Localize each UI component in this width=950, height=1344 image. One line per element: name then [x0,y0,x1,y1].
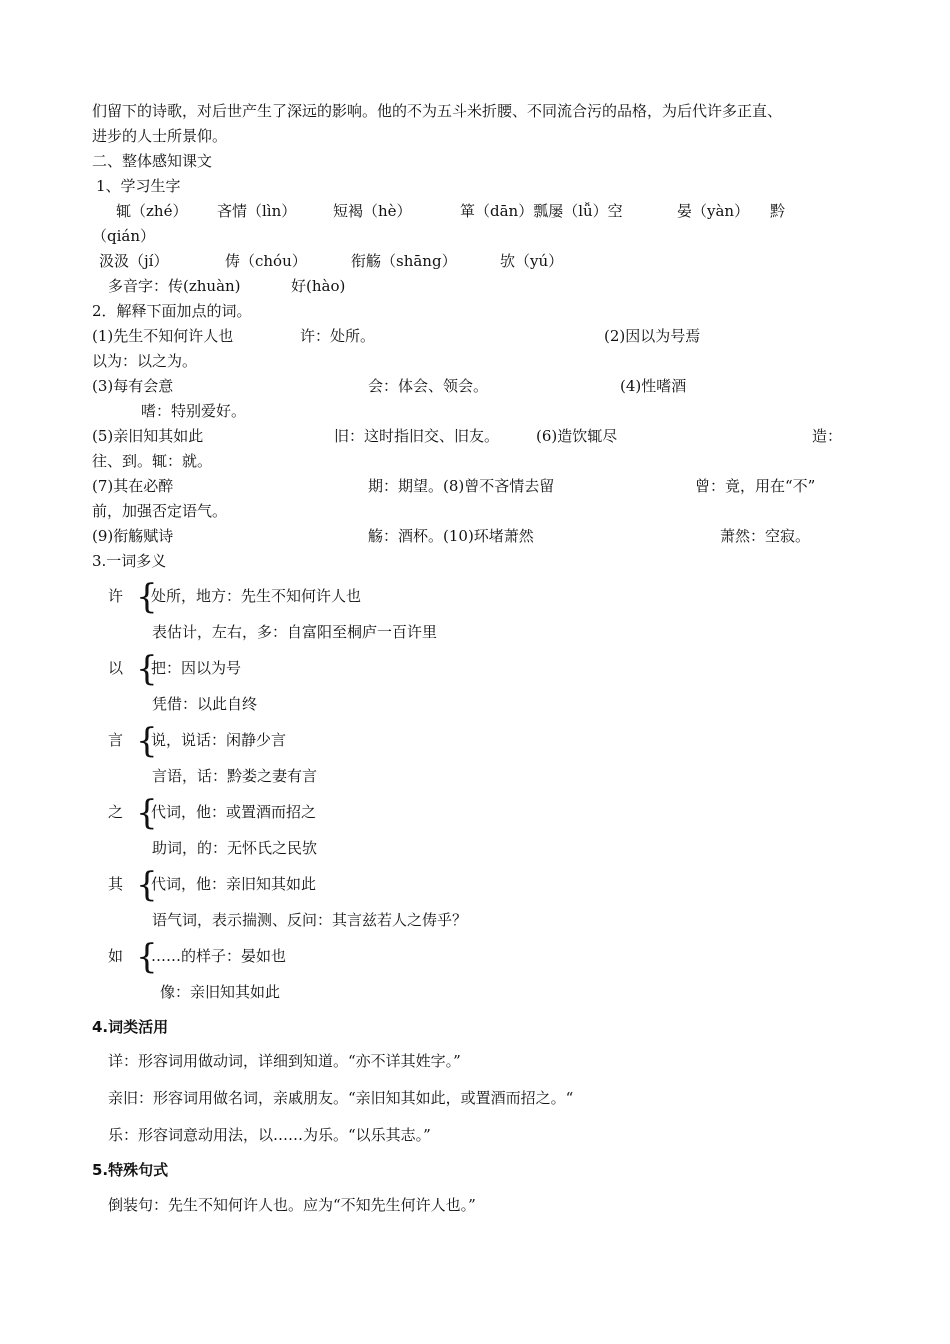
explain-cell: 会：体会、领会。 [368,377,489,395]
explain-cell: (6)造饮辄尽 [536,427,618,445]
polysemy-meaning: 言语，话：黔娄之妻有言 [152,767,318,785]
explain-cell: 萧然：空寂。 [720,527,811,545]
brace-icon: { [136,793,158,833]
polyphone-item: 多音字：传(zhuàn) [108,277,241,295]
explain-cell: 觞：酒杯。(10)环堵萧然 [368,527,534,545]
section-title: 二、整体感知课文 [92,152,213,170]
wordclass-line: 乐：形容词意动用法，以……为乐。“以乐其志。” [108,1126,431,1144]
brace-icon: { [136,721,158,761]
polysemy-item [108,793,708,860]
polysemy-meaning: ……的样子：晏如也 [151,947,287,965]
explain-title: 2．解释下面加点的词。 [92,302,252,320]
intro-line-1: 们留下的诗歌，对后世产生了深远的影响。他的不为五斗米折腰、不同流合污的品格，为后代许多正直、 [92,102,783,120]
char-item: 黔 [770,202,786,220]
char-item: 衔觞（shāng） [351,252,457,270]
explain-cell: 许：处所。 [300,327,376,345]
brace-icon: { [136,865,158,905]
polysemy-word: 如 [108,947,124,965]
polysemy-meaning: 说，说话：闲静少言 [151,731,287,749]
polyphone-item: 好(hào) [291,277,346,295]
brace-icon: { [136,577,158,617]
explain-cell: (7)其在必醉 [92,477,174,495]
explain-cell: 往、到。辄：就。 [92,452,213,470]
explain-cell: 嗜：特别爱好。 [141,402,247,420]
char-item: 箪（dān）瓢屡（lǚ）空 [460,202,623,220]
char-item: 晏（yàn） [677,202,750,220]
polysemy-item [108,937,708,1004]
wordclass-title: 4.词类活用 [92,1018,169,1036]
polysemy-meaning: 表估计，左右，多：自富阳至桐庐一百许里 [152,623,438,641]
explain-cell: (2)因以为号焉 [604,327,701,345]
explain-cell: 造： [812,427,843,445]
explain-cell: (1)先生不知何许人也 [92,327,234,345]
char-item: 吝情（lìn） [217,202,297,220]
explain-cell: 曾：竟，用在“不” [695,477,816,495]
explain-cell: (3)每有会意 [92,377,174,395]
explain-cell: (9)衔觞赋诗 [92,527,174,545]
char-item: （qián） [92,227,156,245]
polysemy-word: 之 [108,803,124,821]
brace-icon: { [136,649,158,689]
char-item: 汲汲（jí） [99,252,169,270]
polysemy-item [108,649,708,716]
char-item: 俦（chóu） [225,252,307,270]
polysemy-meaning: 处所，地方：先生不知何许人也 [151,587,362,605]
special-line: 倒装句：先生不知何许人也。应为“不知先生何许人也。” [108,1196,476,1214]
polysemy-word: 许 [108,587,124,605]
polysemy-meaning: 凭借：以此自终 [152,695,258,713]
subsection-title: 1、学习生字 [96,177,181,195]
polysemy-item [108,865,708,932]
polysemy-title: 3.一词多义 [92,552,167,570]
wordclass-line: 详：形容词用做动词，详细到知道。“亦不详其姓字。” [108,1052,461,1070]
explain-cell: (5)亲旧知其如此 [92,427,204,445]
special-title: 5.特殊句式 [92,1161,169,1179]
explain-cell: 期：期望。(8)曾不吝情去留 [368,477,555,495]
wordclass-line: 亲旧：形容词用做名词，亲戚朋友。“亲旧知其如此，或置酒而招之。“ [108,1089,574,1107]
intro-line-2: 进步的人士所景仰。 [92,127,228,145]
brace-icon: { [136,937,158,977]
char-item: 欤（yú） [500,252,564,270]
polysemy-item [108,577,708,644]
polysemy-word: 以 [108,659,124,677]
explain-cell: (4)性嗜酒 [620,377,687,395]
polysemy-word: 言 [108,731,124,749]
polysemy-meaning: 语气词，表示揣测、反问：其言兹若人之俦乎？ [152,911,468,929]
polysemy-meaning: 代词，他：亲旧知其如此 [151,875,317,893]
explain-cell: 以为：以之为。 [92,352,198,370]
polysemy-meaning: 代词，他：或置酒而招之 [151,803,317,821]
polysemy-meaning: 像：亲旧知其如此 [160,983,281,1001]
polysemy-meaning: 助词，的：无怀氏之民欤 [152,839,318,857]
char-item: 短褐（hè） [333,202,412,220]
explain-cell: 前，加强否定语气。 [92,502,228,520]
polysemy-meaning: 把：因以为号 [151,659,242,677]
char-item: 辄（zhé） [116,202,188,220]
explain-cell: 旧：这时指旧交、旧友。 [334,427,500,445]
polysemy-item [108,721,708,788]
polysemy-word: 其 [108,875,124,893]
